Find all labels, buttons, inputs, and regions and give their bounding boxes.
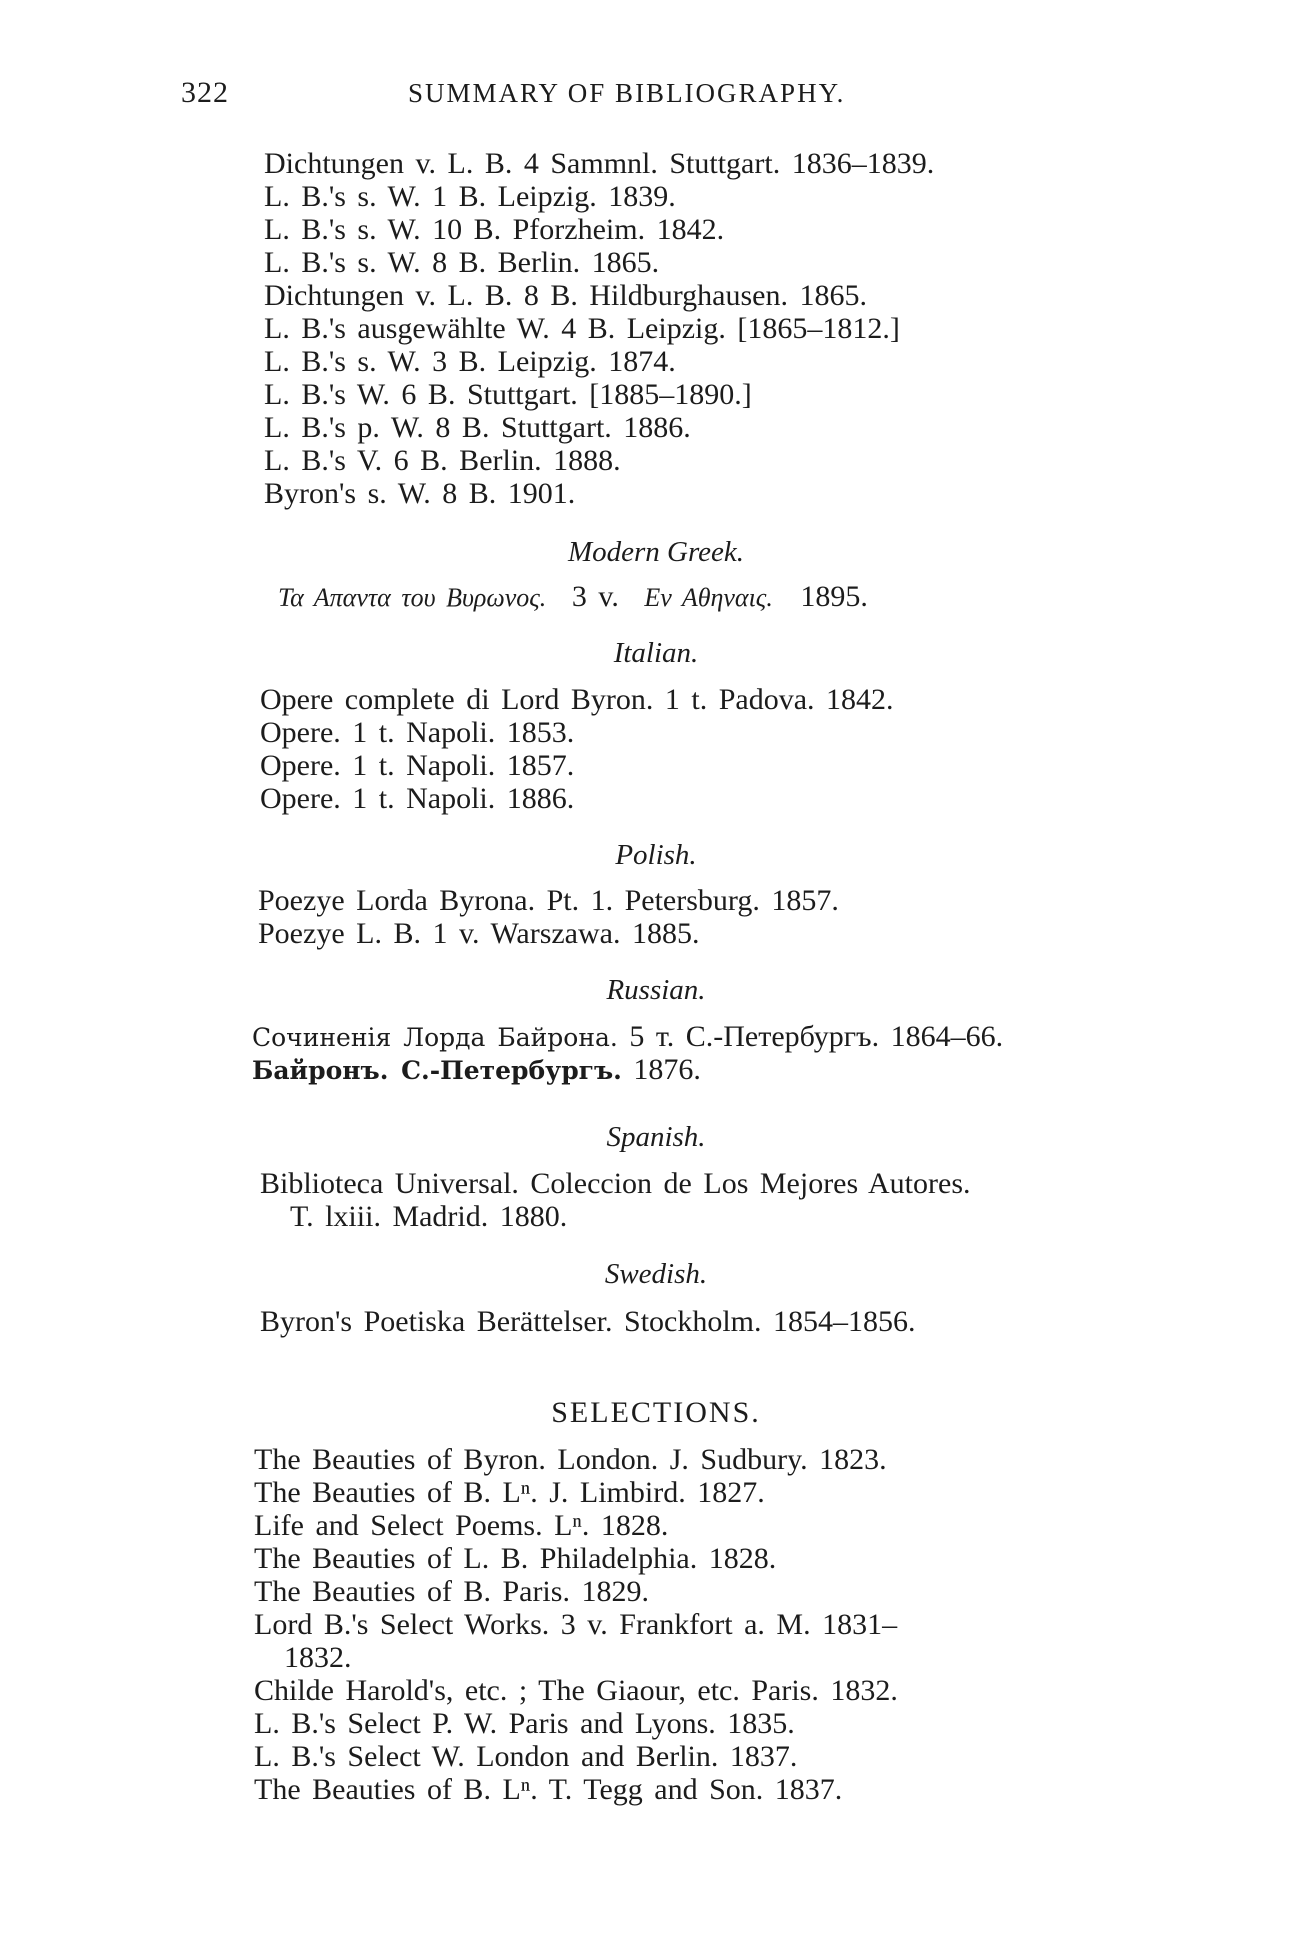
russian-title: Сочиненія Лорда Байрона.	[252, 1023, 618, 1052]
section-heading-modern-greek: Modern Greek.	[567, 536, 745, 568]
entry-text: Dichtungen v. L. B. 8 B. Hildburghausen. 1865.	[264, 279, 867, 312]
section-heading-russian: Russian.	[606, 974, 706, 1006]
greek-title: Τα Απαντα του Βυρωνος.	[278, 583, 547, 612]
running-title: SUMMARY OF BIBLIOGRAPHY.	[408, 78, 846, 108]
spanish-line-1: Biblioteca Universal. Coleccion de Los Mejores Autores.	[260, 1167, 971, 1200]
entry-text: L. B.'s s. W. 3 B. Leipzig. 1874.	[264, 345, 676, 378]
entry-text: Opere complete di Lord Byron. 1 t. Padova. 1842.	[260, 683, 894, 716]
entry-text: L. B.'s Select P. W. Paris and Lyons. 1835.	[254, 1707, 795, 1740]
selections-title: SELECTIONS.	[551, 1396, 761, 1429]
running-header	[0, 76, 1312, 116]
entry-text: Dichtungen v. L. B. 4 Sammnl. Stuttgart. 1836–1839.	[264, 147, 935, 180]
entry-text: Poezye L. B. 1 v. Warszawa. 1885.	[258, 917, 700, 950]
section-heading-spanish: Spanish.	[606, 1121, 706, 1153]
entry-text: Poezye Lorda Byrona. Pt. 1. Petersburg. 1857.	[258, 884, 839, 917]
entry-text: L. B.'s W. 6 B. Stuttgart. [1885–1890.]	[264, 378, 752, 411]
entry-text: 1876.	[633, 1053, 701, 1086]
swedish-line: Byron's Poetiska Berättelser. Stockholm. 1854–1856.	[260, 1305, 916, 1338]
entry-text: L. B.'s p. W. 8 B. Stuttgart. 1886.	[264, 411, 691, 444]
greek-place: Εν Αθηναις.	[644, 583, 773, 612]
entry-text: L. B.'s ausgewählte W. 4 B. Leipzig. [1865–1812.]	[264, 312, 900, 345]
section-heading-polish: Polish.	[615, 839, 697, 871]
russian-title: Байронъ. С.-Петербургъ.	[252, 1056, 622, 1085]
section-heading-swedish: Swedish.	[604, 1258, 708, 1290]
entry-text: L. B.'s s. W. 8 B. Berlin. 1865.	[264, 246, 660, 279]
entry-text: L. B.'s Select W. London and Berlin. 1837.	[254, 1740, 798, 1773]
entry-text: 5 т. С.-Петербургъ. 1864–66.	[629, 1020, 1004, 1053]
greek-year: 1895.	[800, 580, 868, 613]
greek-volumes: 3 v.	[571, 580, 619, 613]
entry-text: Byron's s. W. 8 B. 1901.	[264, 477, 576, 510]
entry-text: Life and Select Poems. Lⁿ. 1828.	[254, 1509, 669, 1542]
entry-text: The Beauties of B. Lⁿ. T. Tegg and Son. 1837.	[254, 1773, 843, 1806]
entry-text: The Beauties of Byron. London. J. Sudbury. 1823.	[254, 1443, 887, 1476]
entry-text: Opere. 1 t. Napoli. 1853.	[260, 716, 575, 749]
entry-text: L. B.'s s. W. 1 B. Leipzig. 1839.	[264, 180, 676, 213]
entry-text: The Beauties of B. Lⁿ. J. Limbird. 1827.	[254, 1476, 765, 1509]
entry-text: Lord B.'s Select Works. 3 v. Frankfort a. M. 1831–	[254, 1608, 898, 1641]
entry-text: 1832.	[284, 1641, 352, 1674]
entry-text: Childe Harold's, etc. ; The Giaour, etc. Paris. 1832.	[254, 1674, 898, 1707]
entry-text: L. B.'s s. W. 10 B. Pforzheim. 1842.	[264, 213, 725, 246]
entry-text: The Beauties of B. Paris. 1829.	[254, 1575, 649, 1608]
entry-text: Opere. 1 t. Napoli. 1886.	[260, 782, 575, 815]
section-heading-italian: Italian.	[613, 637, 699, 669]
greek-entry	[278, 580, 868, 615]
spanish-line-2: T. lxiii. Madrid. 1880.	[290, 1200, 568, 1233]
page-number: 322	[181, 76, 229, 109]
entry-text: The Beauties of L. B. Philadelphia. 1828.	[254, 1542, 777, 1575]
entry-text: Opere. 1 t. Napoli. 1857.	[260, 749, 575, 782]
entry-text: L. B.'s V. 6 B. Berlin. 1888.	[264, 444, 621, 477]
